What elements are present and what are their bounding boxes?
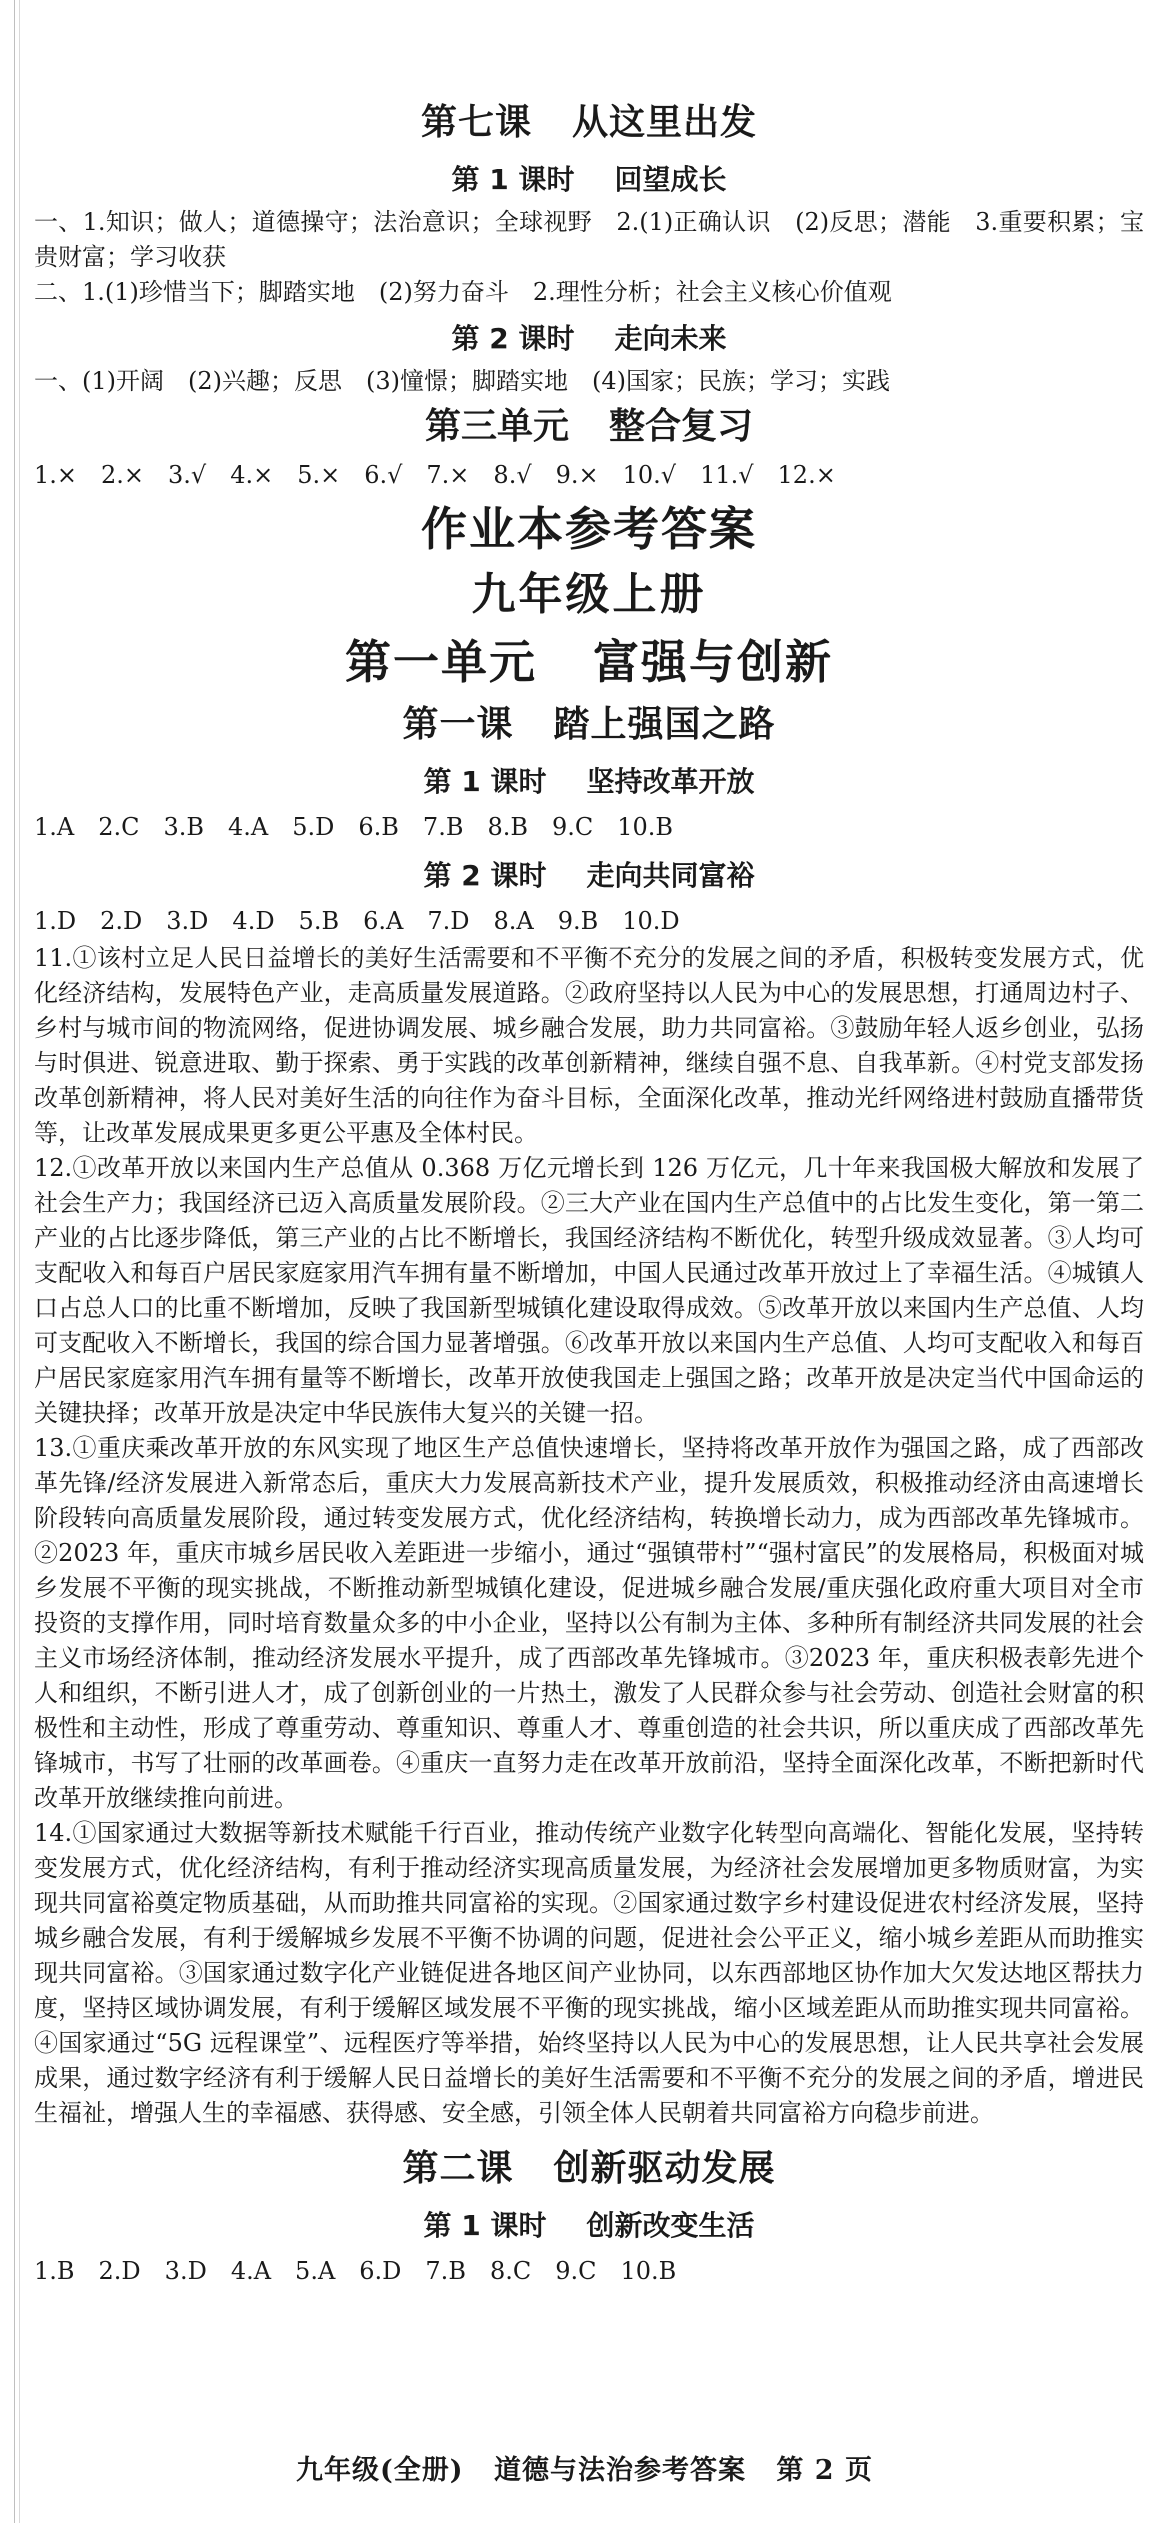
lesson-7-period-1-section-2: 二、1.(1)珍惜当下；脚踏实地 (2)努力奋斗 2.理性分析；社会主义核心价值观	[34, 278, 892, 306]
footer-page-number: 第 2 页	[776, 2455, 873, 2486]
page-footer	[0, 2448, 1169, 2487]
lesson-1-period-2-answers: 1.D 2.D 3.D 4.D 5.B 6.A 7.D 8.A 9.B 10.D	[34, 907, 680, 935]
lesson-1-title: 第一课 踏上强国之路	[402, 704, 776, 745]
workbook-answers-title: 作业本参考答案	[421, 502, 757, 556]
question-13-answer: 13.①重庆乘改革开放的东风实现了地区生产总值快速增长，坚持将改革开放作为强国之路，成了西部改革先锋/经济发展进入新常态后，重庆大力发展高新技术产业，提升发展质效，积极推动经济由高速增长阶段转向高质量发展阶段，通过转变发展方式，优化经济结构，转换增长动力，成为西部改革先锋城市。②2023 年，重庆市城乡居民收入差距进一步缩小，通过“强镇带村”“强村富民”的发展格局，积极面对城乡发展不平衡的现实挑战，不断推动新型城镇化建设，促进城乡融合发展/重庆强化政府重大项目对全市投资的支撑作用，同时培育数量众多的中小企业，坚持以公有制为主体、多种所有制经济共同发展的社会主义市场经济体制，推动经济发展水平提升，成了西部改革先锋城市。③2023 年，重庆积极表彰先进个人和组织，不断引进人才，成了创新创业的一片热土，激发了人民群众参与社会劳动、创造社会财富的积极性和主动性，形成了尊重劳动、尊重知识、尊重人才、尊重创造的社会共识，所以重庆成了西部改革先锋城市，书写了壮丽的改革画卷。④重庆一直努力走在改革开放前沿，坚持全面深化改革，不断把新时代改革开放继续推向前进。	[34, 1434, 1144, 1812]
question-11-answer: 11.①该村立足人民日益增长的美好生活需要和不平衡不充分的发展之间的矛盾，积极转变发展方式，优化经济结构，发展特色产业，走高质量发展道路。②政府坚持以人民为中心的发展思想，打通周边村子、乡村与城市间的物流网络，促进协调发展、城乡融合发展，助力共同富裕。③鼓励年轻人返乡创业，弘扬与时俱进、锐意进取、勤于探索、勇于实践的改革创新精神，继续自强不息、自我革新。④村党支部发扬改革创新精神，将人民对美好生活的向往作为奋斗目标，全面深化改革，推动光纤网络进村鼓励直播带货等，让改革发展成果更多更公平惠及全体村民。	[34, 944, 1144, 1147]
lesson-7-period-2-section-1: 一、(1)开阔 (2)兴趣；反思 (3)憧憬；脚踏实地 (4)国家；民族；学习；实践	[34, 367, 890, 395]
grade-title: 九年级上册	[471, 569, 707, 620]
lesson-1-period-1-title: 第 1 课时 坚持改革开放	[423, 765, 755, 798]
question-14-answer: 14.①国家通过大数据等新技术赋能千行百业，推动传统产业数字化转型向高端化、智能化发展，坚持转变发展方式，优化经济结构，有利于推动经济实现高质量发展，为经济社会发展增加更多物质财富，为实现共同富裕奠定物质基础，从而助推共同富裕的实现。②国家通过数字乡村建设促进农村经济发展，坚持城乡融合发展，有利于缓解城乡发展不平衡不协调的问题，促进社会公平正义，缩小城乡差距从而助推实现共同富裕。③国家通过数字化产业链促进各地区间产业协同，以东西部地区协作加大欠发达地区帮扶力度，坚持区域协调发展，有利于缓解区域发展不平衡的现实挑战，缩小区域差距从而助推实现共同富裕。④国家通过“5G 远程课堂”、远程医疗等举措，始终坚持以人民为中心的发展思想，让人民共享社会发展成果，通过数字经济有利于缓解人民日益增长的美好生活需要和不平衡不充分的发展之间的矛盾，增进民生福祉，增强人生的幸福感、获得感、安全感，引领全体人民朝着共同富裕方向稳步前进。	[34, 1819, 1144, 2127]
footer-grade: 九年级(全册)	[296, 2455, 464, 2486]
lesson-7-period-1-section-1: 一、1.知识；做人；道德操守；法治意识；全球视野 2.(1)正确认识 (2)反思；潜能 3.重要积累；宝贵财富；学习收获	[34, 208, 1144, 271]
lesson-7-period-1-title: 第 1 课时 回望成长	[451, 163, 727, 196]
footer-subject: 道德与法治参考答案	[493, 2455, 746, 2486]
question-12-answer: 12.①改革开放以来国内生产总值从 0.368 万亿元增长到 126 万亿元，几十年来我国极大解放和发展了社会生产力；我国经济已迈入高质量发展阶段。②三大产业在国内生产总值中的占比发生变化，第一第二产业的占比逐步降低，第三产业的占比不断增长，我国经济结构不断优化，转型升级成效显著。③人均可支配收入和每百户居民家庭家用汽车拥有量不断增加，中国人民通过改革开放过上了幸福生活。④城镇人口占总人口的比重不断增加，反映了我国新型城镇化建设取得成效。⑤改革开放以来国内生产总值、人均可支配收入不断增长，我国的综合国力显著增强。⑥改革开放以来国内生产总值、人均可支配收入和每百户居民家庭家用汽车拥有量等不断增长，改革开放使我国走上强国之路；改革开放是决定当代中国命运的关键抉择；改革开放是决定中华民族伟大复兴的关键一招。	[34, 1154, 1144, 1427]
lesson-1-period-1-answers: 1.A 2.C 3.B 4.A 5.D 6.B 7.B 8.B 9.C 10.B	[34, 813, 674, 841]
lesson-1-period-2-title: 第 2 课时 走向共同富裕	[423, 859, 755, 892]
unit-1-title: 第一单元 富强与创新	[345, 635, 833, 689]
scan-edge-line	[14, 0, 20, 2523]
unit-3-answers: 1.× 2.× 3.√ 4.× 5.× 6.√ 7.× 8.√ 9.× 10.√ 11.√ 12.×	[34, 461, 836, 489]
lesson-7-title: 第七课 从这里出发	[420, 102, 758, 143]
unit-3-title: 第三单元 整合复习	[424, 406, 754, 447]
lesson-2-title: 第二课 创新驱动发展	[402, 2148, 776, 2189]
answer-page	[34, 95, 1144, 2515]
lesson-2-period-1-answers: 1.B 2.D 3.D 4.A 5.A 6.D 7.B 8.C 9.C 10.B	[34, 2257, 677, 2285]
lesson-2-period-1-title: 第 1 课时 创新改变生活	[423, 2209, 755, 2242]
lesson-7-period-2-title: 第 2 课时 走向未来	[451, 322, 727, 355]
